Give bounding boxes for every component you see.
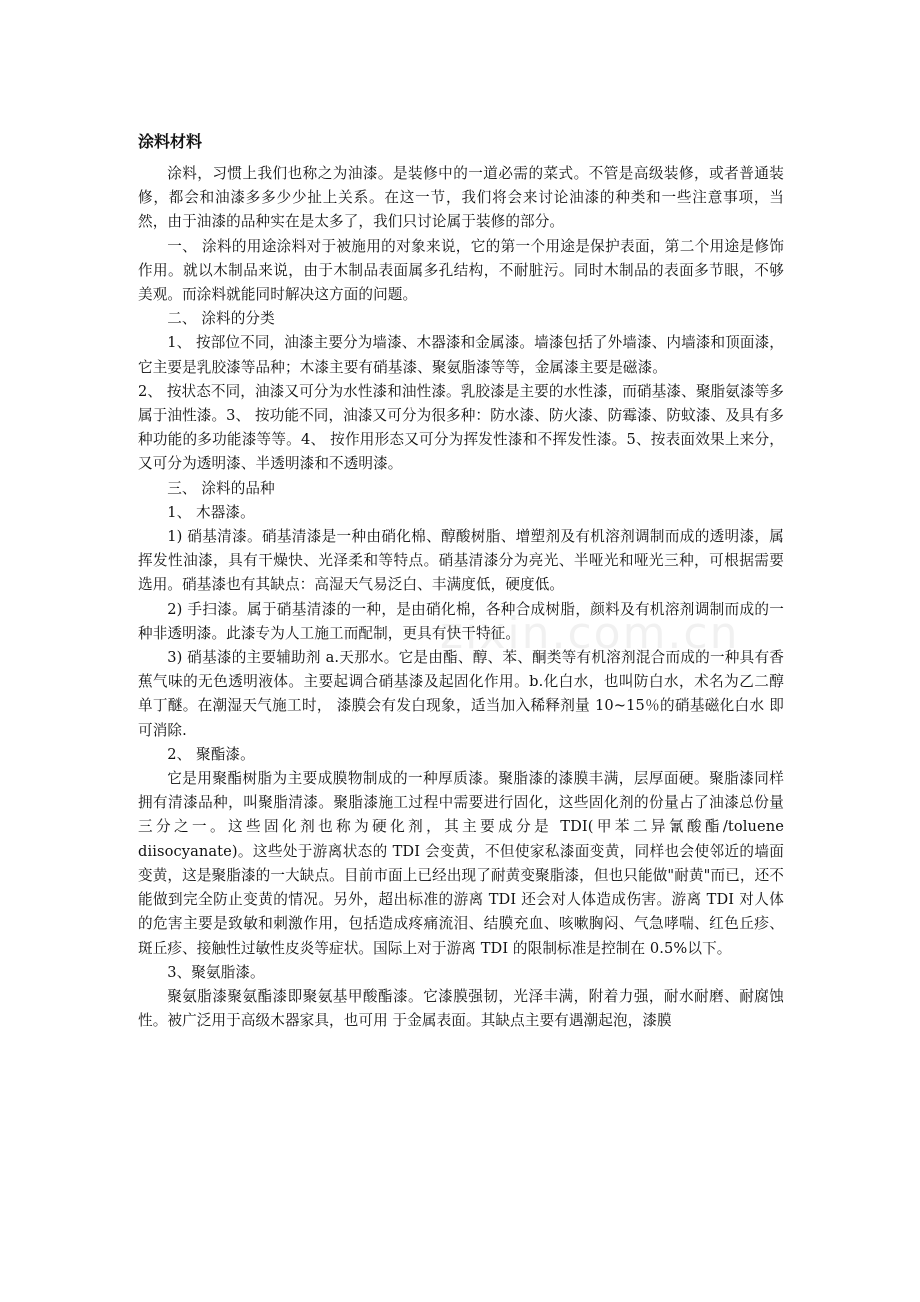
heading-polyester: 2、 聚酯漆。 [167, 745, 255, 763]
paragraph-classification-2-5: 2、 按状态不同，油漆又可分为水性漆和油性漆。乳胶漆是主要的水性漆，而硝基漆、聚脂氨漆等多属于油性漆。3、 按功能不同，油漆又可分为很多种：防水漆、防火漆、防霉漆、防蚊漆、及具有多种功能的多功能漆等等。4、 按作用形态又可分为挥发性漆和不挥发性漆。5、按表面效果上来分，又可分为透明漆、半透明漆和不透明漆。 [138, 382, 784, 473]
heading-section-2: 二、 涂料的分类 [167, 310, 275, 328]
paragraph-hand-brush: 2) 手扫漆。属于硝基清漆的一种，是由硝化棉，各种合成树脂，颜料及有机溶剂调制而成的一种非透明漆。此漆专为人工施工而配制，更具有快干特征。 [138, 600, 784, 642]
paragraph-polyester: 它是用聚酯树脂为主要成膜物制成的一种厚质漆。聚脂漆的漆膜丰满，层厚面硬。聚脂漆同样拥有清漆品种，叫聚脂清漆。聚脂漆施工过程中需要进行固化，这些固化剂的份量占了油漆总份量三分之一。这些固化剂也称为硬化剂，其主要成分是 TDI(甲苯二异氰酸酯/toluene diisocyanate)。这些处于游离状态的 TDI 会变黄，不但使家私漆面变黄，同样也会使邻近的墙面变黄，这是聚脂漆的一大缺点。目前市面上已经出现了耐黄变聚脂漆，但也只能做"耐黄"而已，还不能做到完全防止变黄的情况。另外，超出标准的游离 TDI 还会对人体造成伤害。游离 TDI 对人体的危害主要是致敏和刺激作用，包括造成疼痛流泪、结膜充血、咳嗽胸闷、气急哮喘、红色丘疹、斑丘疹、接触性过敏性皮炎等症状。国际上对于游离 TDI 的限制标准是控制在 0.5%以下。 [138, 770, 784, 957]
document-title: 涂料材料 [138, 132, 203, 151]
paragraph-nitro-clear: 1) 硝基清漆。硝基清漆是一种由硝化棉、醇酸树脂、增塑剂及有机溶剂调制而成的透明漆，属挥发性油漆，具有干燥快、光泽柔和等特点。硝基清漆分为亮光、半哑光和哑光三种，可根据需要选用。硝基漆也有其缺点：高湿天气易泛白、丰满度低，硬度低。 [138, 528, 784, 594]
paragraph-section-1-usage: 一、 涂料的用途涂料对于被施用的对象来说，它的第一个用途是保护表面，第二个用途是修饰作用。就以木制品来说，由于木制品表面属多孔结构，不耐脏污。同时木制品的表面多节眼，不够美观。而涂料就能同时解决这方面的问题。 [138, 237, 784, 304]
document-page [138, 128, 784, 1033]
watermark-text: zixin.com.cn [440, 608, 740, 659]
paragraph-polyurethane: 聚氨脂漆聚氨酯漆即聚氨基甲酸酯漆。它漆膜强韧，光泽丰满，附着力强，耐水耐磨、耐腐蚀性。被广泛用于高级木器家具，也可用 于金属表面。其缺点主要有遇潮起泡，漆膜 [138, 987, 784, 1030]
paragraph-intro: 涂料，习惯上我们也称之为油漆。是装修中的一道必需的菜式。不管是高级装修，或者普通装修，都会和油漆多多少少扯上关系。在这一节，我们将会来讨论油漆的种类和一些注意事项，当然，由于油漆的品种实在是太多了，我们只讨论属于装修的部分。 [138, 165, 784, 231]
paragraph-nitro-auxiliary: 3) 硝基漆的主要辅助剂 a.天那水。它是由酯、醇、苯、酮类等有机溶剂混合而成的一种具有香蕉气味的无色透明液体。主要起调合硝基漆及起固化作用。b.化白水，也叫防白水，术名为乙二醇单丁醚。在潮湿天气施工时， 漆膜会有发白现象，适当加入稀释剂量 10~15％的硝基磁化白水 即可消除. [138, 649, 784, 739]
heading-section-3: 三、 涂料的品种 [167, 479, 275, 497]
paragraph-classification-1: 1、 按部位不同，油漆主要分为墙漆、木器漆和金属漆。墙漆包括了外墙漆、内墙漆和顶面漆，它主要是乳胶漆等品种；木漆主要有硝基漆、聚氨脂漆等等，金属漆主要是磁漆。 [138, 334, 784, 376]
heading-polyurethane: 3、聚氨脂漆。 [167, 963, 265, 981]
heading-wood-paint: 1、 木器漆。 [167, 503, 255, 521]
